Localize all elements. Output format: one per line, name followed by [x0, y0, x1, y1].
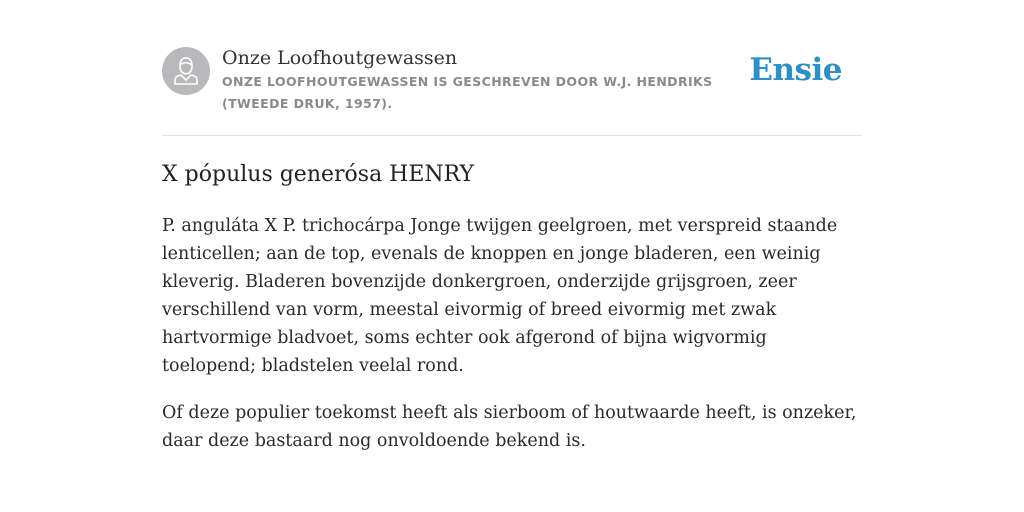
brand-logo[interactable]: Ensie	[749, 52, 842, 88]
article-title: X pópulus generósa HENRY	[162, 162, 475, 187]
source-avatar[interactable]	[162, 47, 210, 95]
article-paragraph: Of deze populier toekomst heeft als sierboom of houtwaarde heeft, is onzeker, daar deze bastaard nog onvoldoende bekend is.	[162, 403, 857, 451]
source-header	[162, 46, 862, 136]
article	[162, 160, 862, 455]
source-title[interactable]: Onze Loofhoutgewassen	[222, 47, 458, 69]
source-description: ONZE LOOFHOUTGEWASSEN IS GESCHREVEN DOOR W.J. HENDRIKS (TWEEDE DRUK, 1957).	[222, 74, 713, 111]
user-icon	[162, 47, 210, 95]
article-paragraph: P. anguláta X P. trichocárpa Jonge twijgen geelgroen, met verspreid staande lenticellen; aan de top, evenals de knoppen en jonge bladeren, een weinig kleverig. Bladeren bovenzijde donkergroen, onderzijde grijsgroen, zeer verschillend van vorm, meestal eivormig of breed eivormig met zwak hartvormige bladvoet, soms echter ook afgerond of bijna wigvormig toelopend; bladstelen veelal rond.	[162, 216, 838, 376]
